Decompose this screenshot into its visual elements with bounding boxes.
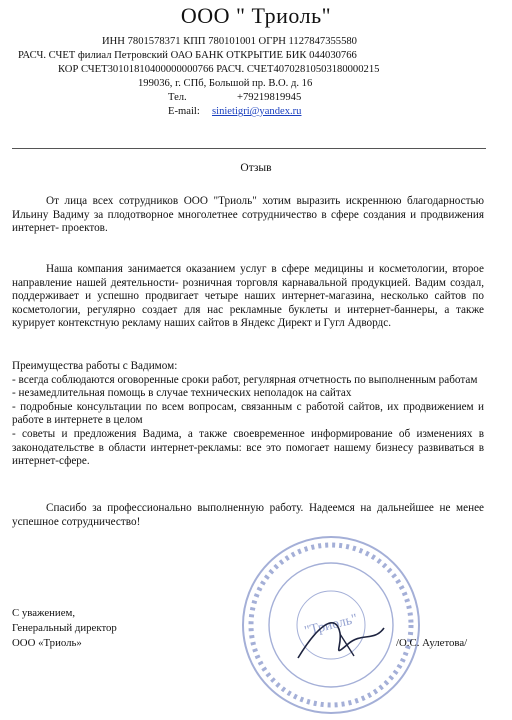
closing-greeting: С уважением, (12, 607, 76, 619)
document-title: Отзыв (240, 162, 272, 174)
requisites-account-line: КОР СЧЕТ30101810400000000766 РАСЧ. СЧЕТ40702810503180000215 (58, 64, 380, 75)
phone-number: +79219819945 (237, 92, 302, 103)
advantage-item: - подробные консультации по всем вопросам, связанным с работой сайтов, их продвижением и работе в интернете в целом (12, 400, 484, 427)
paragraph-thanks: Спасибо за профессионально выполненную работу. Надеемся на дальнейшее не менее успешное сотрудничество! (12, 502, 484, 528)
advantages-block (12, 360, 484, 469)
header-divider (12, 148, 486, 149)
paragraph-gratitude: От лица всех сотрудников ООО "Триоль" хотим выразить искреннюю благодарностью Ильину Вадиму за плодотворное многолетнее сотрудничество в сфере создания и продвижения интернет- проектов. (12, 195, 484, 235)
requisites-inn-line: ИНН 7801578371 КПП 780101001 ОГРН 1127847355580 (102, 36, 357, 47)
advantage-item: - незамедлительная помощь в случае технических неполадок на сайтах (12, 387, 352, 400)
company-stamp (236, 530, 426, 720)
signer-company: ООО «Триоль» (12, 637, 82, 649)
advantage-item: - всегда соблюдаются оговоренные сроки работ, регулярная отчетность по выполненным работам (12, 373, 478, 386)
company-name: ООО " Триоль" (180, 3, 332, 28)
signer-position: Генеральный директор (12, 622, 117, 634)
phone-label: Тел. (168, 92, 187, 103)
advantage-item: - советы и предложения Вадима, а также своевременное информирование об изменениях в законодательстве в области интернет-рекламы: все это помогает нашему бизнесу развиваться в интернет-сфере. (12, 427, 484, 468)
advantages-heading: Преимущества работы с Вадимом: (12, 360, 178, 372)
signature-stroke (340, 634, 354, 656)
signer-name: /О.С. Аулетова/ (396, 637, 468, 649)
stamp-center-text: "Триоль" (303, 611, 360, 640)
requisites-bank-line: РАСЧ. СЧЕТ филиал Петровский ОАО БАНК ОТКРЫТИЕ БИК 044030766 (18, 50, 357, 61)
paragraph-company: Наша компания занимается оказанием услуг в сфере медицины и косметологии, второе направление нашей деятельности- розничная торговля карнавальной продукцией. Вадим создал, поддерживает и успешно продвигает четыре наших интернет-магазина, несколько сайтов по косметологии, регулярно создает для нас рекламные буклеты и интернет-баннеры, а также курирует контекстную рекламу наших сайтов в Яндекс Директ и Гугл Адвордс. (12, 263, 484, 330)
requisites-address-line: 199036, г. СПб, Большой пр. В.О. д. 16 (138, 78, 313, 89)
email-link[interactable]: sinietigri@yandex.ru (212, 106, 302, 117)
email-label: E-mail: (168, 106, 200, 117)
